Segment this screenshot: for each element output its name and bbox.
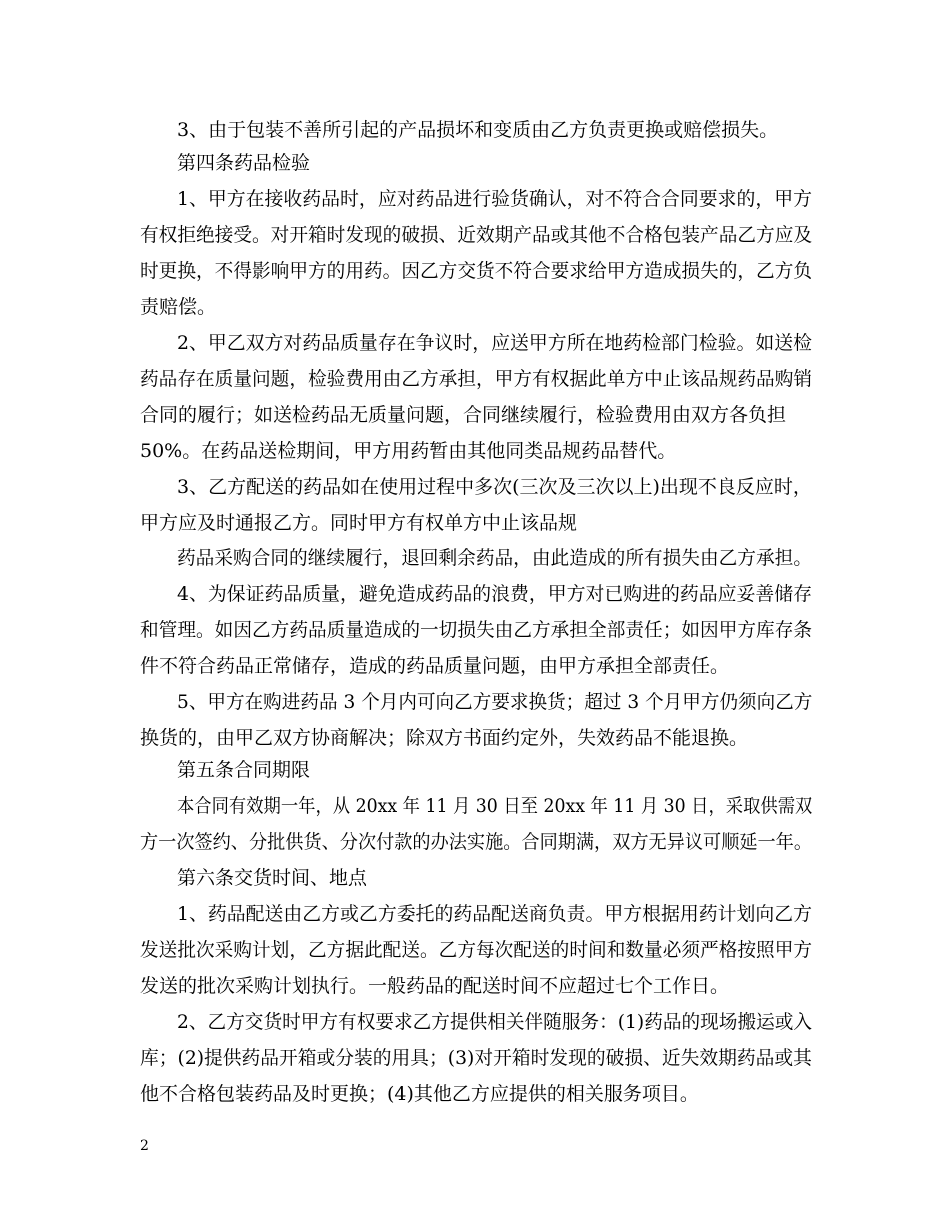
text-line: 时更换，不得影响甲方的用药。因乙方交货不符合要求给甲方造成损失的，乙方负 xyxy=(140,260,813,282)
text-line: 和管理。如因乙方药品质量造成的一切损失由乙方承担全部责任；如因甲方库存条 xyxy=(140,619,813,641)
text-line: 药品存在质量问题，检验费用由乙方承担，甲方有权据此单方中止该品规药品购销 xyxy=(140,368,813,390)
text-line: 2、乙方交货时甲方有权要求乙方提供相关伴随服务：(1)药品的现场搬运或入 xyxy=(177,1011,813,1033)
text-line: 3、由于包装不善所引起的产品损坏和变质由乙方负责更换或赔偿损失。 xyxy=(177,119,779,141)
text-line: 他不合格包装药品及时更换；(4)其他乙方应提供的相关服务项目。 xyxy=(140,1083,699,1105)
text-line: 甲方应及时通报乙方。同时甲方有权单方中止该品规 xyxy=(140,512,578,534)
text-line: 件不符合药品正常储存，造成的药品质量问题，由甲方承担全部责任。 xyxy=(140,655,730,677)
section-heading: 第四条药品检验 xyxy=(177,152,311,174)
text-line: 2、甲乙双方对药品质量存在争议时，应送甲方所在地药检部门检验。如送检 xyxy=(177,332,813,354)
section-heading: 第六条交货时间、地点 xyxy=(177,867,368,889)
text-line: 药品采购合同的继续履行，退回剩余药品，由此造成的所有损失由乙方承担。 xyxy=(177,547,813,569)
text-line: 责赔偿。 xyxy=(140,296,217,318)
text-line: 有权拒绝接受。对开箱时发现的破损、近效期产品或其他不合格包装产品乙方应及 xyxy=(140,224,813,246)
text-line: 发送的批次采购计划执行。一般药品的配送时间不应超过七个工作日。 xyxy=(140,975,730,997)
text-line: 1、甲方在接收药品时，应对药品进行验货确认，对不符合合同要求的，甲方 xyxy=(177,188,813,210)
text-line: 方一次签约、分批供货、分次付款的办法实施。合同期满，双方无异议可顺延一年。 xyxy=(140,831,813,853)
text-line: 库；(2)提供药品开箱或分装的用具；(3)对开箱时发现的破损、近失效期药品或其 xyxy=(140,1047,812,1069)
text-line: 3、乙方配送的药品如在使用过程中多次(三次及三次以上)出现不良反应时， xyxy=(177,476,812,498)
text-line: 1、药品配送由乙方或乙方委托的药品配送商负责。甲方根据用药计划向乙方 xyxy=(177,903,813,925)
text-line: 4、为保证药品质量，避免造成药品的浪费，甲方对已购进的药品应妥善储存 xyxy=(177,583,813,605)
text-line: 50%。在药品送检期间，甲方用药暂由其他同类品规药品替代。 xyxy=(140,440,677,462)
text-line: 发送批次采购计划，乙方据此配送。乙方每次配送的时间和数量必须严格按照甲方 xyxy=(140,939,813,961)
text-line: 本合同有效期一年，从 20xx 年 11 月 30 日至 20xx 年 11 月 30 日，采取供需双 xyxy=(177,795,813,817)
text-line: 合同的履行；如送检药品无质量问题，合同继续履行，检验费用由双方各负担 xyxy=(140,404,787,426)
text-line: 换货的，由甲乙双方协商解决；除双方书面约定外，失效药品不能退换。 xyxy=(140,727,749,749)
section-heading: 第五条合同期限 xyxy=(177,759,311,781)
page-number: 2 xyxy=(140,1138,149,1154)
text-line: 5、甲方在购进药品 3 个月内可向乙方要求换货；超过 3 个月甲方仍须向乙方 xyxy=(177,691,813,713)
